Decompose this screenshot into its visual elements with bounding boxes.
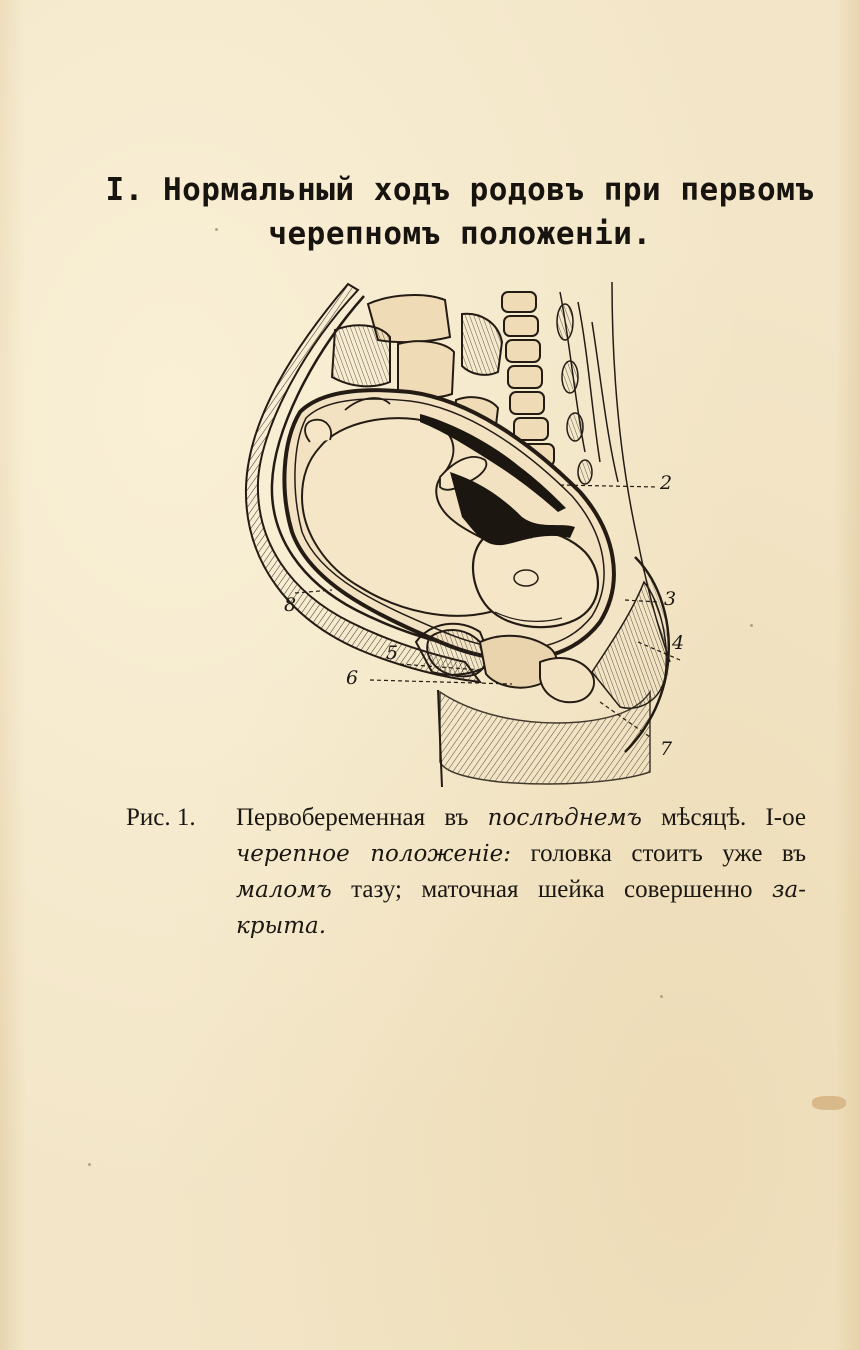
caption-line-4 <box>236 908 806 944</box>
sagittal-section-drawing <box>240 282 710 792</box>
caption-text-run: Первобеременная въ <box>236 804 469 831</box>
figure-label-7: 7 <box>660 738 673 760</box>
paper-speck <box>88 1163 91 1166</box>
caption-line-2 <box>236 836 806 872</box>
paper-speck <box>215 228 218 231</box>
caption-text-run: мѣсяцѣ. I-ое <box>661 804 807 831</box>
caption-line-1 <box>236 800 806 836</box>
anatomical-illustration <box>240 282 710 792</box>
chapter-heading-line-1: I. Нормальный ходъ родовъ при первомъ <box>105 172 815 208</box>
figure-label-3: 3 <box>664 588 677 610</box>
paper-speck <box>660 995 663 998</box>
chapter-heading <box>100 168 820 256</box>
caption-text <box>236 800 806 944</box>
paper-stain <box>812 1096 846 1110</box>
caption-italic-run: за- <box>771 877 806 903</box>
caption-line-3 <box>236 872 806 908</box>
caption-italic-run: маломъ <box>236 877 332 903</box>
caption-text-run: головка стоитъ уже въ <box>530 840 807 867</box>
figure-label-2: 2 <box>660 472 673 494</box>
chapter-heading-line-2: черепномъ положенiи. <box>268 216 652 252</box>
figure-label-5: 5 <box>386 642 399 664</box>
figure-label-4: 4 <box>672 632 685 654</box>
paper-speck <box>750 624 753 627</box>
caption-text-run: тазу; маточная шейка совершенно <box>351 876 753 903</box>
figure-label-6: 6 <box>346 667 359 689</box>
caption-italic-run: черепное положенiе: <box>236 841 511 867</box>
figure-number: Рис. 1. <box>126 804 196 831</box>
caption-italic-run: послѣднемъ <box>487 805 642 831</box>
caption-italic-run: крыта. <box>236 913 327 939</box>
figure-label-8: 8 <box>284 594 297 616</box>
